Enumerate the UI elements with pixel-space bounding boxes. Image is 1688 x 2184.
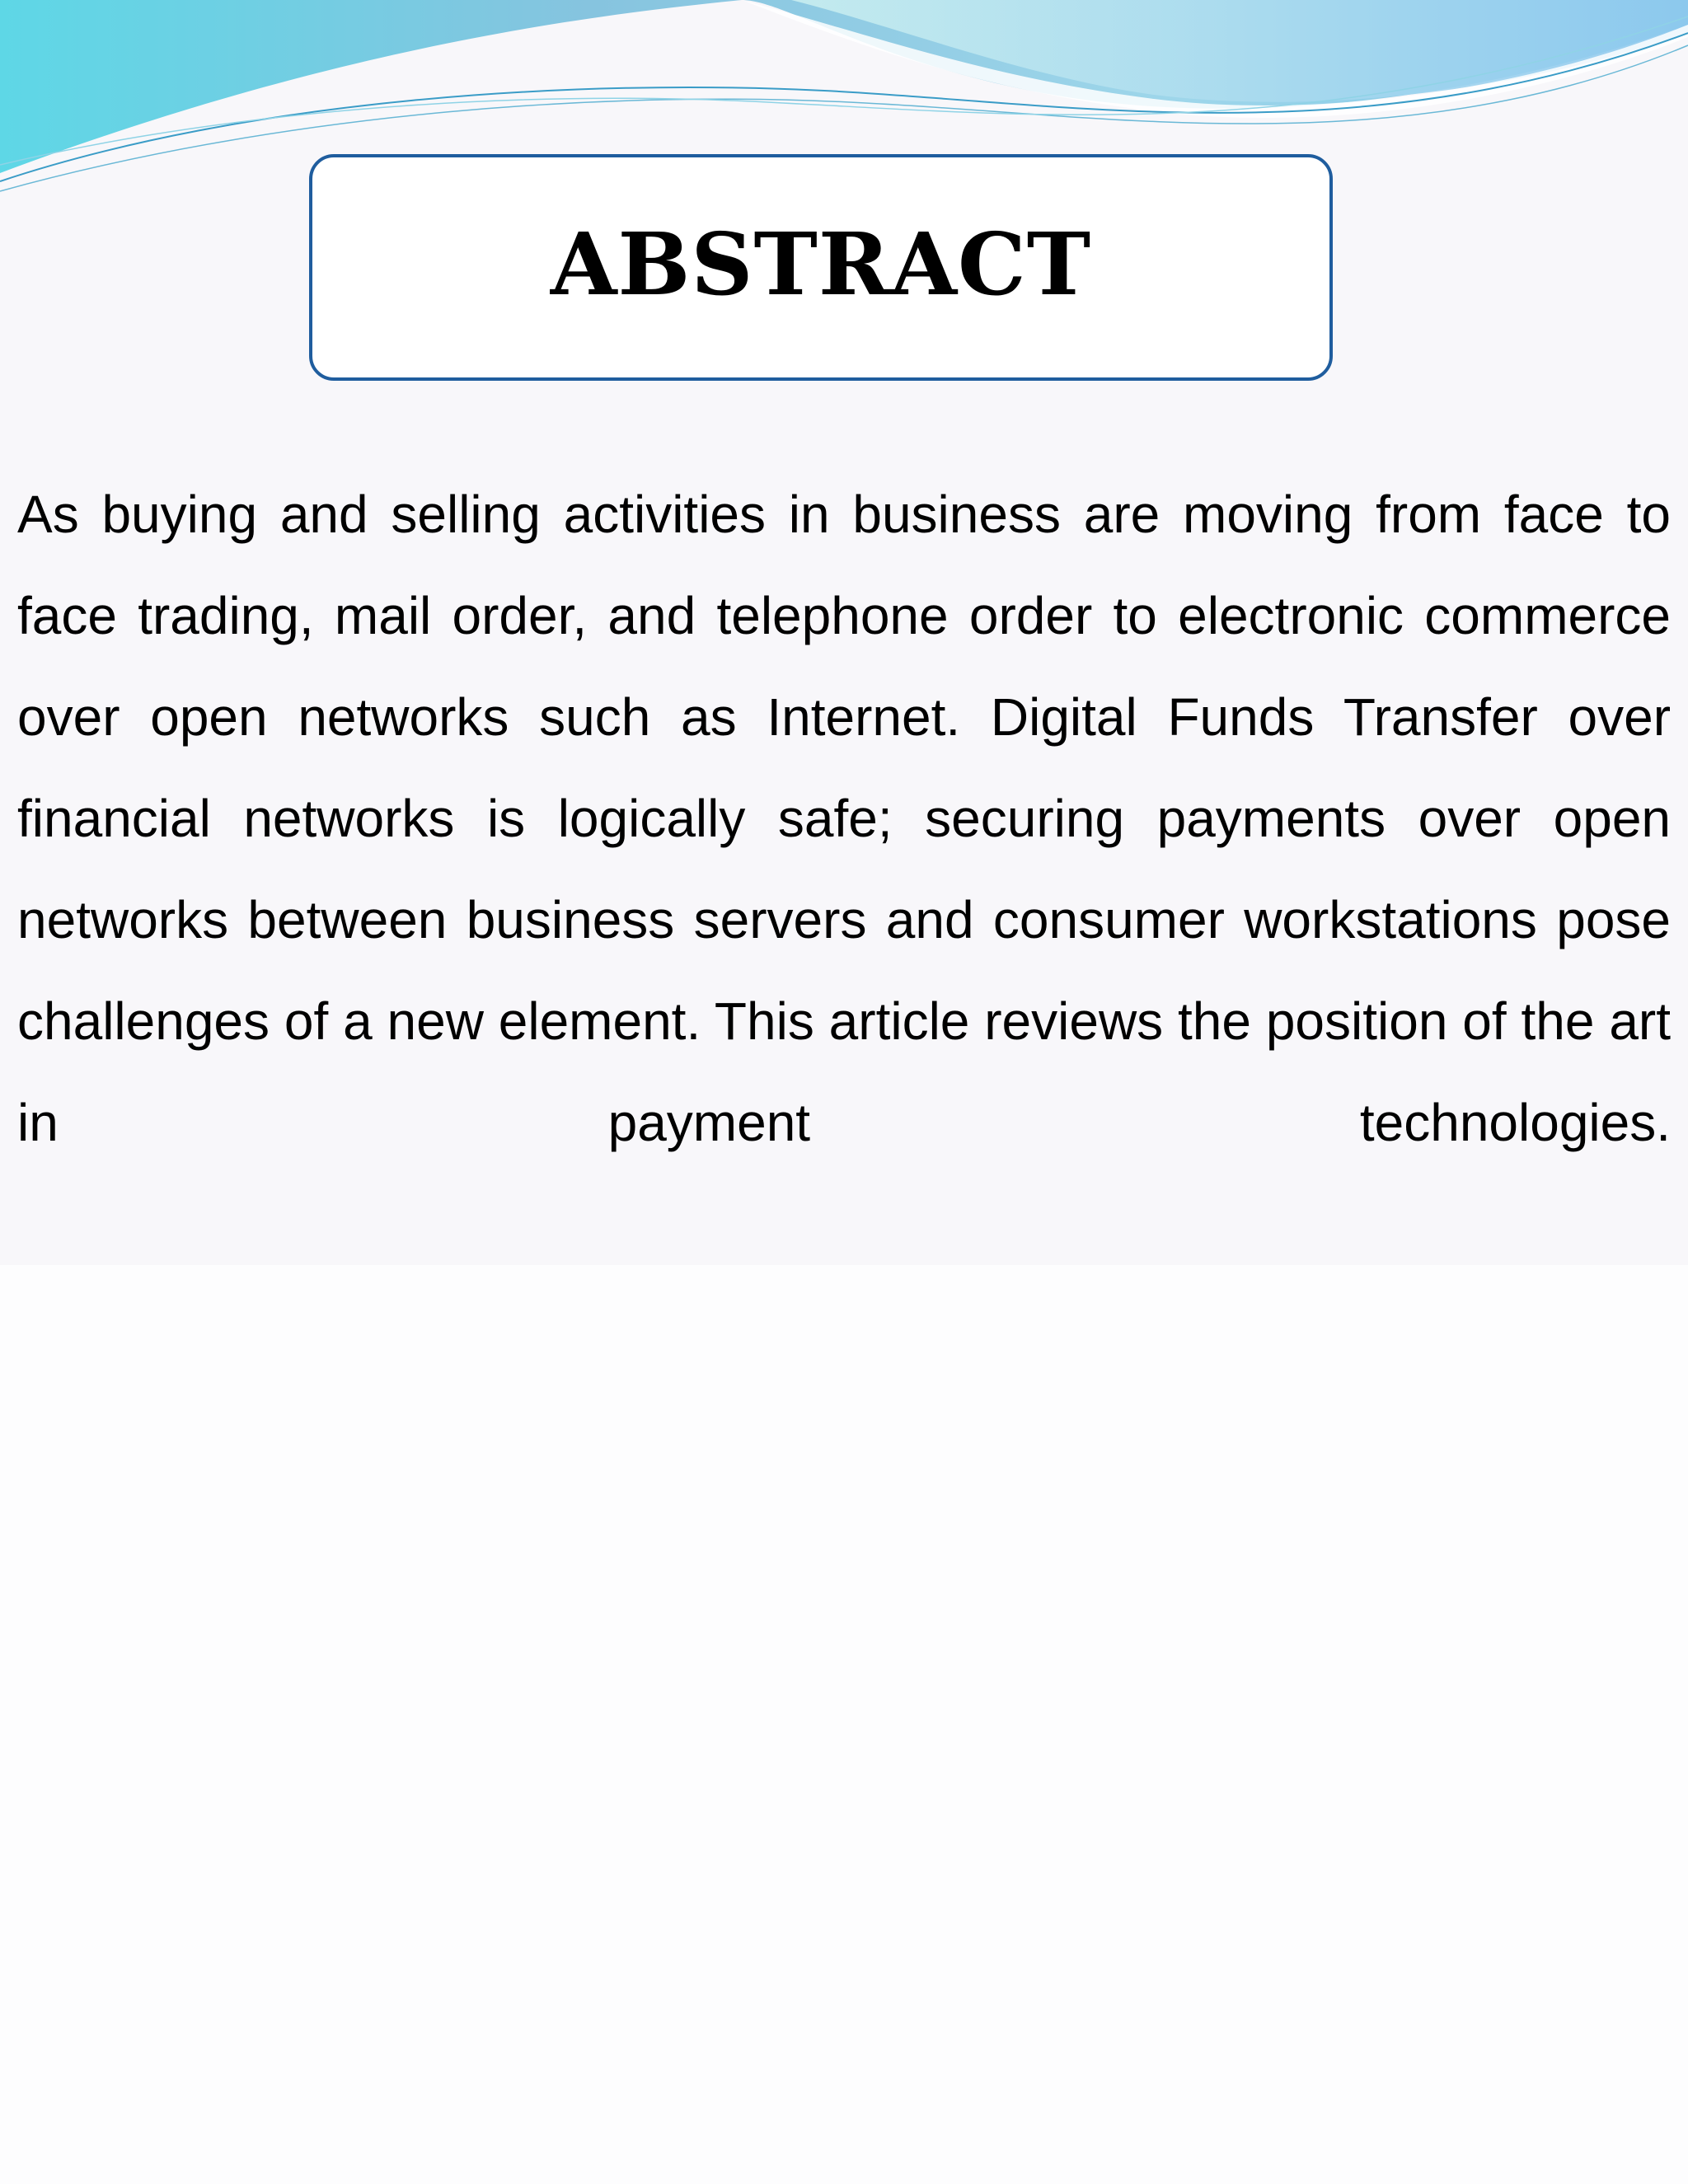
title-box [309, 154, 1333, 381]
abstract-text: As buying and selling activities in business are moving from face to face trading, mail order, and telephone order to electronic commerce over open networks such as Internet. Digital Funds Transfer over financial networks is logically safe; securing payments over open networks between business servers and consumer workstations pose challenges of a new element. This article reviews the position of the art in payment technologies. [17, 485, 1671, 1152]
page-title: ABSTRACT [550, 213, 1092, 315]
